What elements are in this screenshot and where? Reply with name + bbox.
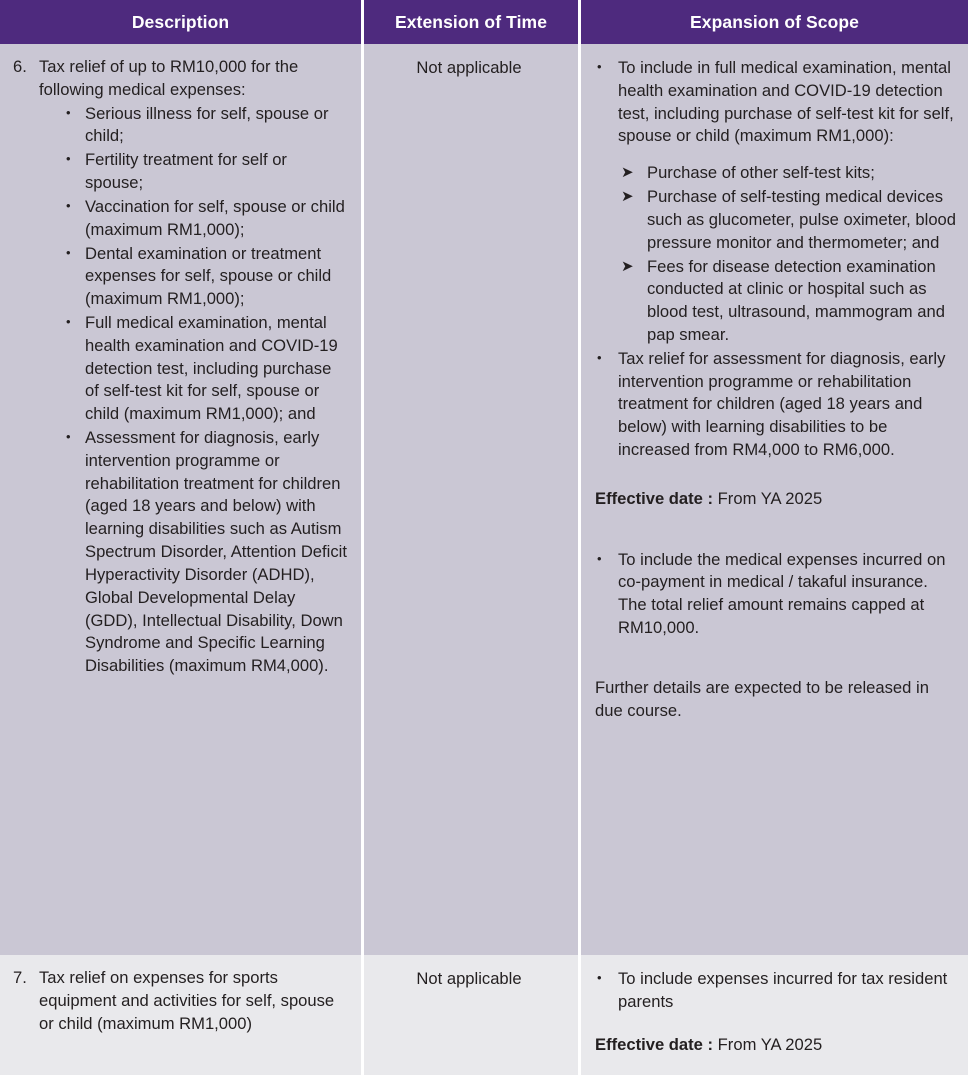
list-item-label: Purchase of other self-test kits; <box>647 163 875 183</box>
description-lead-text: Tax relief of up to RM10,000 for the following medical expenses: <box>39 57 299 99</box>
bullet-icon: • <box>597 349 602 365</box>
scope-bullet-list <box>595 968 956 1014</box>
scope-bullet-list-3 <box>595 549 956 640</box>
scope-footnote: Further details are expected to be released in due course. <box>595 677 929 720</box>
list-item <box>57 312 347 426</box>
arrow-icon: ➤ <box>621 257 634 275</box>
list-item-label: Dental examination or treatment expenses for self, spouse or child (maximum RM1,000); <box>85 243 332 309</box>
list-item-label: Assessment for diagnosis, early intervention programme or rehabilitation treatment for children (aged 18 years and below) with learning disabilities such as Autism Spectrum Disorder, Attention Deficit Hyperactivity Disorder (ADHD), Global Developmental Delay (GDD), Intellectual Disability, Down Syndrome and Specific Learning Disabilities (maximum RM4,000). <box>85 428 347 676</box>
spacer <box>595 640 956 666</box>
list-item-label: Tax relief for assessment for diagnosis, early intervention programme or rehabilitation treatment for children (aged 18 years and below) with learning disabilities to be increased from RM4,000 to RM6,000. <box>618 348 946 459</box>
effective-date-line <box>595 488 956 511</box>
list-item <box>57 243 347 311</box>
extension-of-time-value: Not applicable <box>416 58 522 77</box>
list-item-label: To include expenses incurred for tax resident parents <box>618 969 948 1011</box>
numbered-item <box>10 967 347 1035</box>
effective-date-value: From YA 2025 <box>717 488 823 508</box>
list-item-label: To include the medical expenses incurred on co-payment in medical / takaful insurance. The total relief amount remains capped at RM10,000. <box>618 549 946 638</box>
cell-expansion-of-scope <box>581 955 968 1075</box>
list-item <box>595 57 956 148</box>
effective-date-label: Effective date : <box>595 1034 714 1054</box>
item-number: 6. <box>13 57 27 76</box>
list-item <box>621 186 956 254</box>
list-item-label: Purchase of self-testing medical devices such as glucometer, pulse oximeter, blood pressure monitor and thermometer; and <box>647 187 957 252</box>
bullet-icon: • <box>66 313 71 329</box>
item-number: 7. <box>13 968 27 987</box>
bullet-icon: • <box>66 429 71 444</box>
item-body <box>39 967 347 1035</box>
column-header-expansion-of-scope: Expansion of Scope <box>581 0 968 44</box>
list-item-label: Vaccination for self, spouse or child (maximum RM1,000); <box>85 196 345 239</box>
list-item <box>57 427 347 678</box>
list-item-label: Fertility treatment for self or spouse; <box>85 150 287 193</box>
cell-description <box>0 955 361 1075</box>
description-bullet-list <box>57 103 347 678</box>
list-item <box>57 196 347 242</box>
list-item <box>595 968 956 1014</box>
scope-bullet-list-2 <box>595 348 956 462</box>
scope-bullet-list <box>595 57 956 148</box>
bullet-icon: • <box>597 970 602 985</box>
effective-date-label: Effective date : <box>595 488 714 508</box>
list-item <box>621 162 956 185</box>
column-header-extension-of-time: Extension of Time <box>364 0 578 44</box>
description-lead-text: Tax relief on expenses for sports equipment and activities for self, spouse or child (maximum RM1,000) <box>39 968 335 1033</box>
scope-arrow-sublist <box>621 162 956 347</box>
cell-extension-of-time <box>364 44 578 955</box>
table-row <box>0 44 968 955</box>
list-item <box>595 348 956 462</box>
arrow-icon: ➤ <box>621 164 634 182</box>
bullet-icon: • <box>597 550 602 566</box>
list-item-label: Full medical examination, mental health examination and COVID-19 detection test, including purchase of self-test kit for self, spouse or child (maximum RM1,000); and <box>85 312 338 424</box>
cell-description <box>0 44 361 955</box>
list-item-label: Serious illness for self, spouse or child; <box>85 103 329 146</box>
spacer <box>595 537 956 548</box>
numbered-item <box>10 56 347 678</box>
spacer <box>595 666 956 677</box>
bullet-icon: • <box>66 104 71 120</box>
arrow-icon: ➤ <box>621 188 634 206</box>
list-item-label: To include in full medical examination, mental health examination and COVID-19 detection test, including purchase of self-test kit for self, spouse or child (maximum RM1,000): <box>618 58 954 146</box>
spacer <box>595 462 956 488</box>
bullet-icon: • <box>66 197 71 213</box>
table-header-row <box>0 0 968 44</box>
list-item <box>57 103 347 149</box>
effective-date-value: From YA 2025 <box>717 1034 823 1054</box>
bullet-icon: • <box>66 151 71 167</box>
item-body <box>39 56 347 678</box>
list-item <box>595 549 956 640</box>
bullet-icon: • <box>66 244 71 260</box>
cell-expansion-of-scope <box>581 44 968 955</box>
extension-of-time-value: Not applicable <box>416 969 522 988</box>
spacer <box>595 511 956 537</box>
list-item <box>57 149 347 195</box>
column-header-description: Description <box>0 0 361 44</box>
list-item-label: Fees for disease detection examination conducted at clinic or hospital such as blood test, ultrasound, mammogram and pap smear. <box>647 256 945 344</box>
spacer <box>595 1014 956 1034</box>
table-row <box>0 955 968 1075</box>
effective-date-line <box>595 1034 956 1057</box>
cell-extension-of-time <box>364 955 578 1075</box>
list-item <box>621 256 956 347</box>
bullet-icon: • <box>597 59 602 74</box>
